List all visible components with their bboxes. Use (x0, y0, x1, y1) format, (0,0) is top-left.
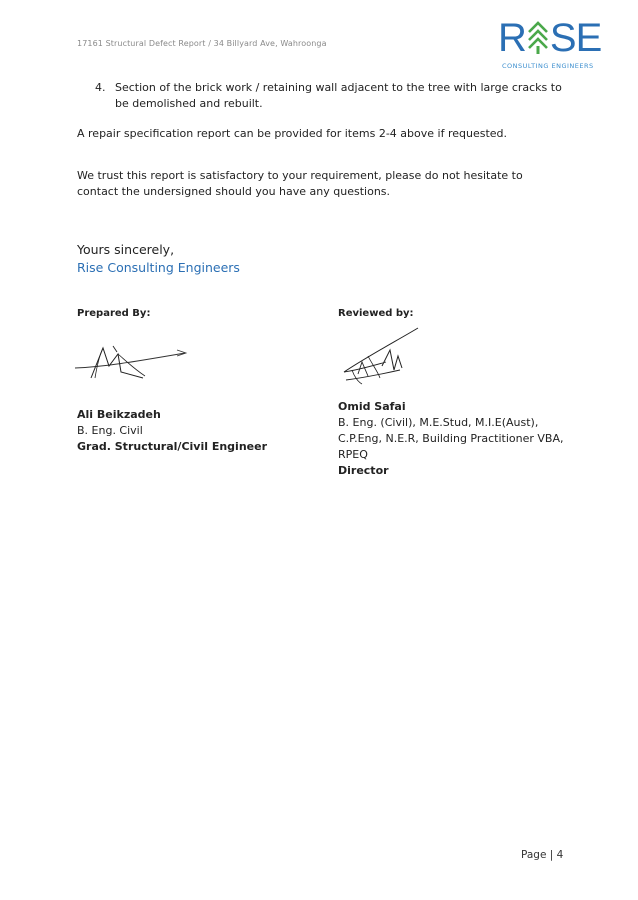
preparer-qualification: B. Eng. Civil (77, 424, 143, 437)
preparer-title: Grad. Structural/Civil Engineer (77, 440, 267, 453)
trust-paragraph: We trust this report is satisfactory to your requirement, please do not hesitate to contact the undersigned should you have any questions. (77, 169, 523, 198)
logo-wordmark: R SE (498, 16, 602, 60)
logo-tagline: CONSULTING ENGINEERS (502, 62, 594, 70)
reviewer-qualifications: B. Eng. (Civil), M.E.Stud, M.I.E(Aust), C.P.Eng, N.E.R, Building Practitioner VBA, RPEQ (338, 416, 564, 461)
tree-icon (527, 20, 549, 58)
reviewed-signature (338, 326, 428, 390)
reviewer-name: Omid Safai (338, 400, 406, 413)
reviewed-by-block (338, 399, 568, 479)
prepared-signature (73, 342, 193, 384)
list-item-number: 4. (95, 81, 106, 94)
prepared-by-block (77, 407, 267, 455)
repair-spec-paragraph: A repair specification report can be provided for items 2-4 above if requested. (77, 127, 507, 140)
company-name: Rise Consulting Engineers (77, 260, 240, 275)
report-header-title: 17161 Structural Defect Report / 34 Billyard Ave, Wahroonga (77, 39, 327, 48)
list-item-text: Section of the brick work / retaining wall adjacent to the tree with large cracks to be demolished and rebuilt. (115, 81, 562, 110)
reviewer-title: Director (338, 464, 389, 477)
prepared-by-label: Prepared By: (77, 308, 151, 319)
page-number: Page | 4 (521, 849, 564, 861)
preparer-name: Ali Beikzadeh (77, 408, 161, 421)
rise-logo (498, 16, 606, 72)
reviewed-by-label: Reviewed by: (338, 308, 414, 319)
salutation: Yours sincerely, (77, 242, 175, 257)
